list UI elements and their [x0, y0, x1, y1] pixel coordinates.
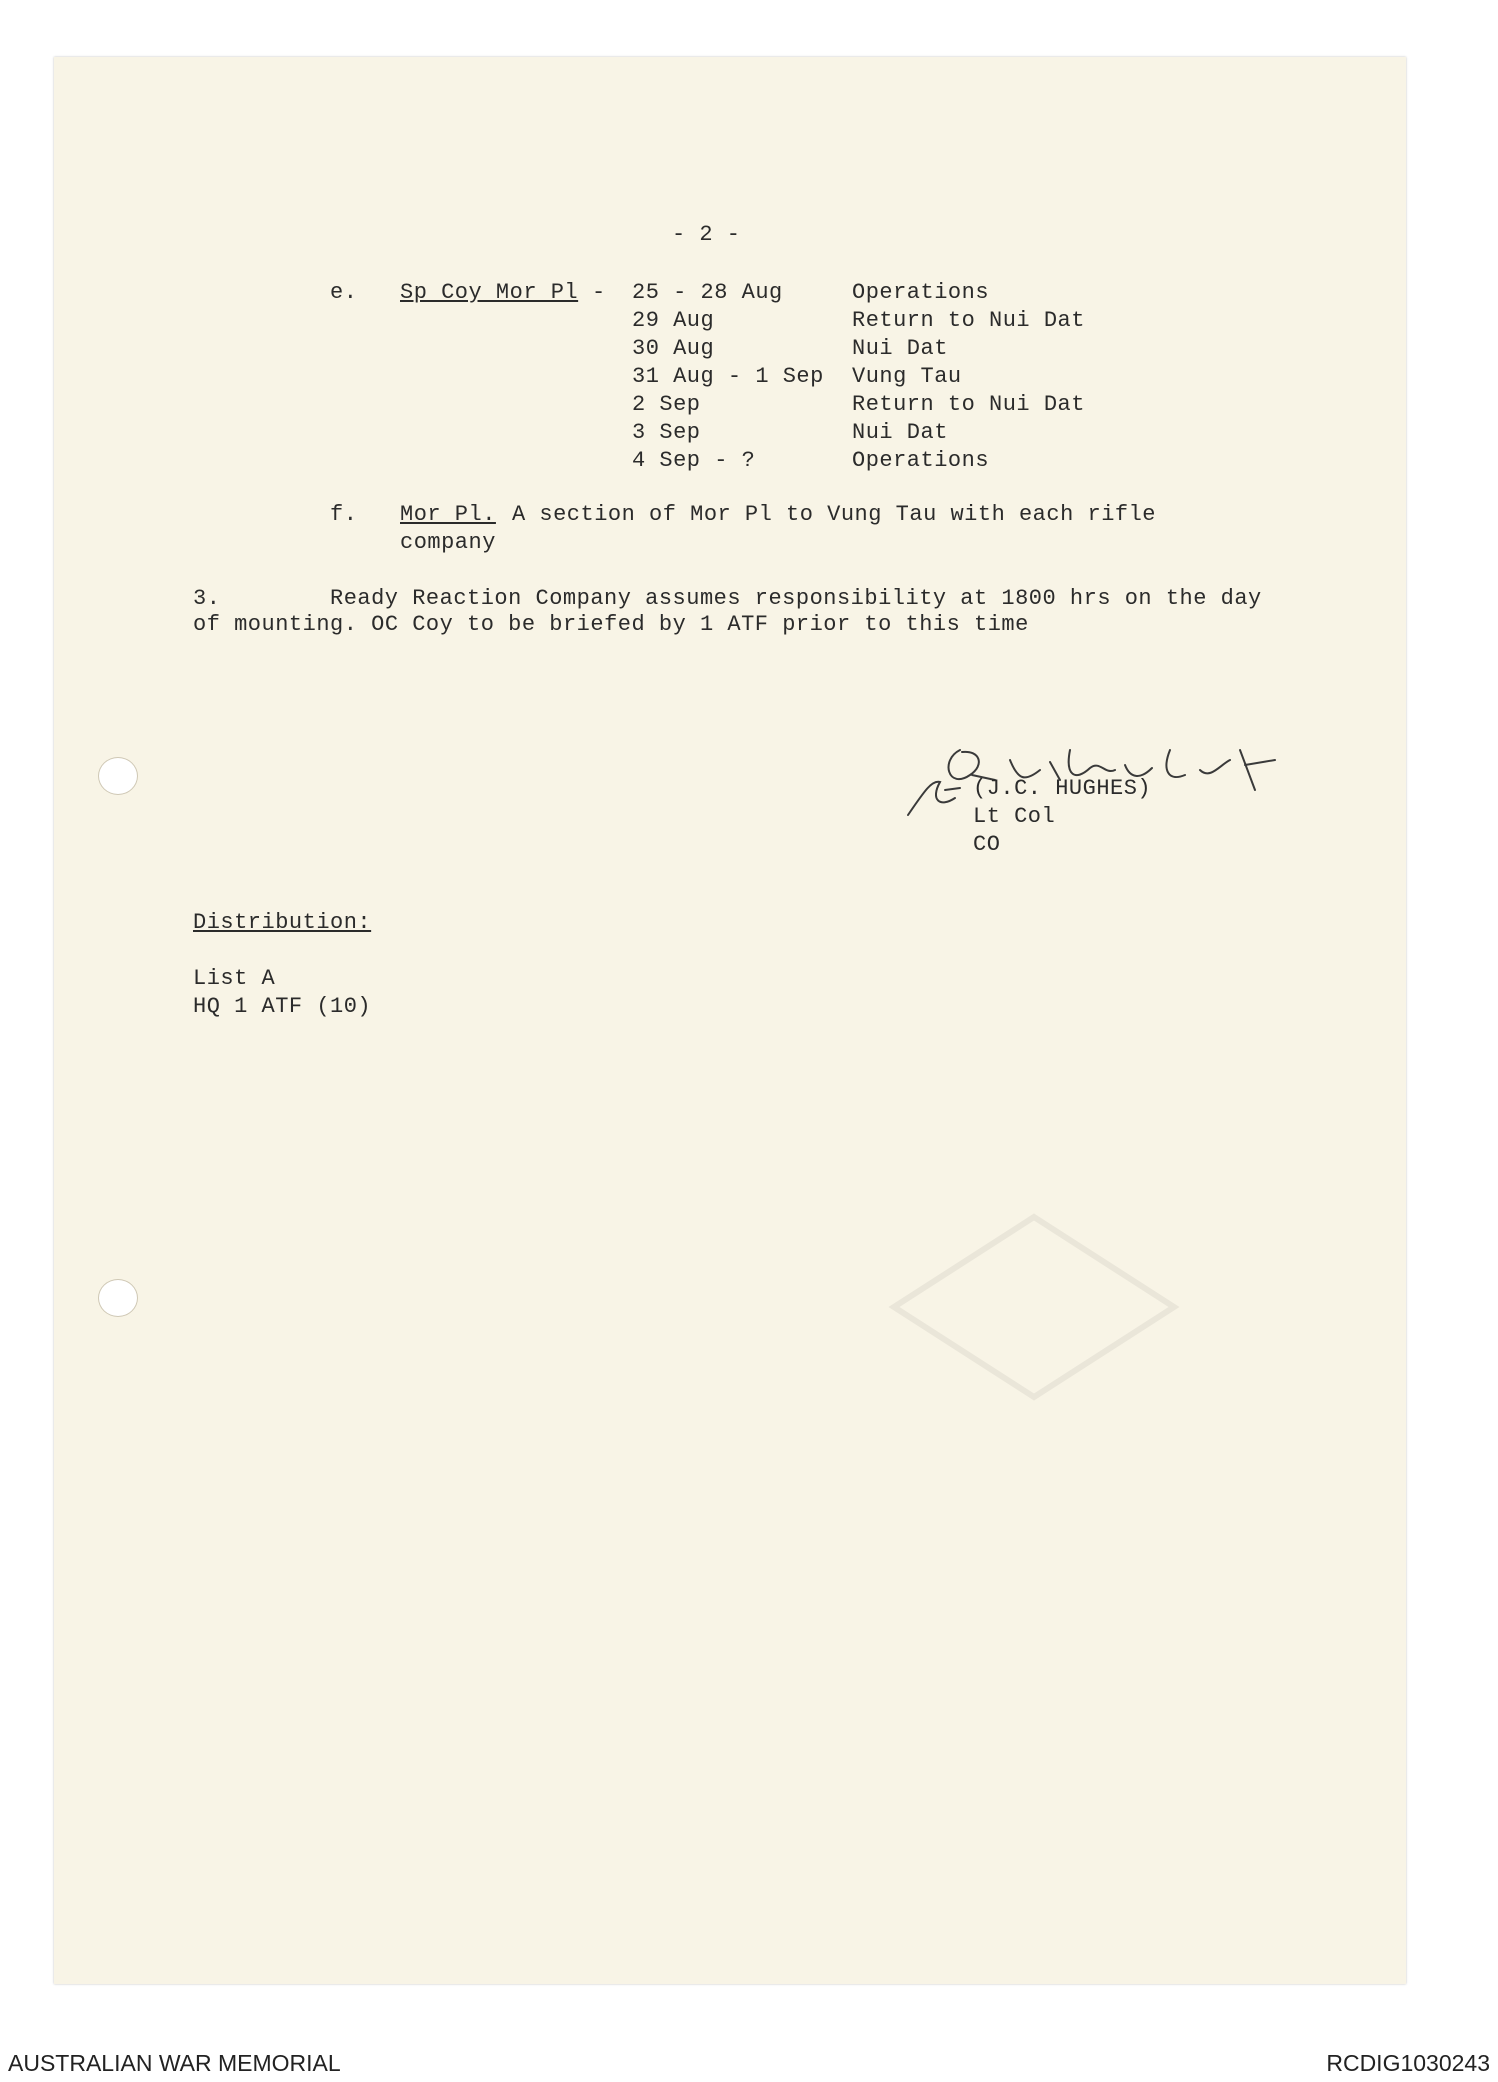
signatory-appointment: CO [973, 832, 1001, 857]
signatory-rank: Lt Col [973, 804, 1056, 829]
punch-hole-top [98, 757, 138, 795]
item-f-unit: Mor Pl. [400, 502, 496, 527]
distribution-item: List A [193, 966, 276, 991]
schedule-date: 25 - 28 Aug [632, 280, 783, 305]
footer-record-id: RCDIG1030243 [1326, 2050, 1490, 2076]
schedule-date: 30 Aug [632, 336, 715, 361]
para-3-text: Ready Reaction Company assumes responsibility at 1800 hrs on the day [330, 586, 1262, 611]
schedule-activity: Return to Nui Dat [852, 308, 1085, 333]
item-e-dash: - [592, 280, 606, 305]
handwritten-signature [900, 720, 1320, 830]
schedule-date: 29 Aug [632, 308, 715, 333]
item-e-letter: e. [330, 280, 358, 305]
schedule-date: 31 Aug - 1 Sep [632, 364, 824, 389]
item-f-text: A section of Mor Pl to Vung Tau with each rifle [512, 502, 1157, 527]
schedule-activity: Vung Tau [852, 364, 962, 389]
schedule-activity: Return to Nui Dat [852, 392, 1085, 417]
distribution-item: HQ 1 ATF (10) [193, 994, 372, 1019]
item-e-unit: Sp Coy Mor Pl [400, 280, 579, 305]
schedule-activity: Nui Dat [852, 336, 948, 361]
document-page [54, 57, 1406, 1984]
schedule-activity: Operations [852, 280, 990, 305]
item-f-text-continued: company [400, 530, 496, 555]
paper-watermark [884, 1207, 1184, 1407]
punch-hole-bottom [98, 1279, 138, 1317]
schedule-date: 4 Sep - ? [632, 448, 756, 473]
schedule-activity: Nui Dat [852, 420, 948, 445]
schedule-date: 3 Sep [632, 420, 701, 445]
item-f-letter: f. [330, 502, 358, 527]
schedule-date: 2 Sep [632, 392, 701, 417]
signatory-name: (J.C. HUGHES) [973, 776, 1152, 801]
footer-archive-name: AUSTRALIAN WAR MEMORIAL [8, 2050, 341, 2076]
distribution-heading: Distribution: [193, 910, 372, 935]
para-3-number: 3. [193, 586, 221, 611]
schedule-activity: Operations [852, 448, 990, 473]
page-number: - 2 - [672, 222, 741, 247]
para-3-text-continued: of mounting. OC Coy to be briefed by 1 ATF prior to this time [193, 612, 1029, 637]
